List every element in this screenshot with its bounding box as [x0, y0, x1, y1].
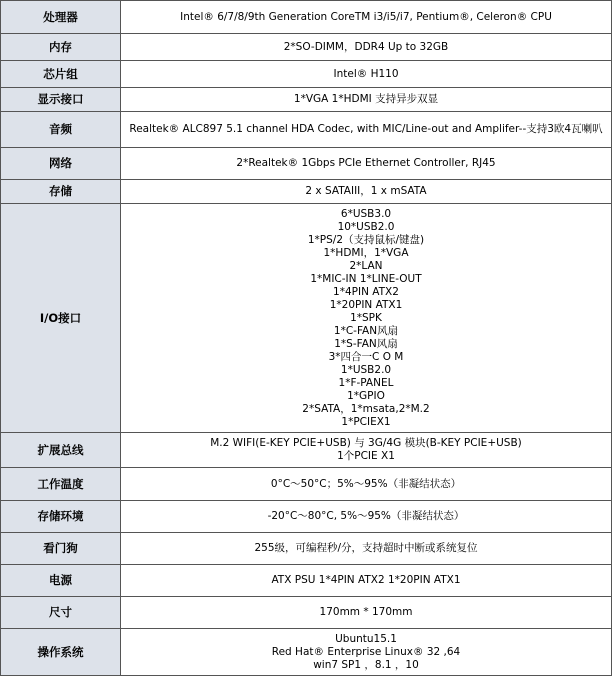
spec-value-line: 1*S-FAN风扇: [334, 337, 398, 350]
spec-value-line: 2*Realtek® 1Gbps PCIe Ethernet Controller, RJ45: [236, 157, 496, 169]
spec-row-audio: [1, 112, 612, 148]
spec-label-cpu: 处理器: [1, 1, 121, 34]
spec-value-storage-env: [121, 501, 612, 533]
spec-value-expansion: [121, 433, 612, 468]
spec-value-display: [121, 88, 612, 112]
spec-value-line: 2*SATA，1*msata,2*M.2: [302, 402, 430, 415]
spec-label-display: 显示接口: [1, 88, 121, 112]
spec-value-io: [121, 204, 612, 433]
spec-row-chipset: [1, 61, 612, 88]
spec-label-operating-temp: 工作温度: [1, 468, 121, 501]
spec-value-audio: [121, 112, 612, 148]
spec-value-line: 10*USB2.0: [337, 220, 395, 233]
spec-value-line: 6*USB3.0: [340, 207, 392, 220]
spec-value-line: 1*GPIO: [347, 389, 385, 402]
spec-value-line: 1*SPK: [350, 311, 382, 324]
spec-value-line: Realtek® ALC897 5.1 channel HDA Codec, with MIC/Line-out and Amplifer--支持3欧4瓦喇叭: [129, 123, 603, 135]
spec-value-line: 1*PS/2（支持鼠标/键盘): [307, 233, 425, 246]
spec-value-memory: [121, 34, 612, 61]
spec-row-operating-temp: [1, 468, 612, 501]
spec-label-size: 尺寸: [1, 597, 121, 629]
spec-row-expansion: [1, 433, 612, 468]
spec-value-line: 1*HDMI，1*VGA: [323, 246, 409, 259]
spec-value-line: 2*SO-DIMM，DDR4 Up to 32GB: [283, 40, 449, 53]
spec-value-line: Intel® 6/7/8/9th Generation CoreTM i3/i5/i7, Pentium®, Celeron® CPU: [180, 10, 552, 23]
spec-value-line: ATX PSU 1*4PIN ATX2 1*20PIN ATX1: [271, 574, 461, 586]
spec-value-line: 1个PCIE X1: [337, 450, 395, 462]
spec-value-line: win7 SP1 ，8.1 ，10: [313, 658, 419, 671]
spec-value-line: Intel® H110: [333, 67, 399, 80]
spec-value-line: Red Hat® Enterprise Linux® 32 ,64: [271, 645, 461, 658]
spec-value-line: 3*四合一C O M: [328, 350, 404, 363]
spec-value-operating-temp: [121, 468, 612, 501]
spec-value-line: 1*USB2.0: [340, 363, 392, 376]
spec-value-line: M.2 WIFI(E-KEY PCIE+USB) 与 3G/4G 模块(B-KEY PCIE+USB): [210, 437, 522, 449]
spec-value-os: [121, 629, 612, 676]
spec-row-io: [1, 204, 612, 433]
spec-label-storage-env: 存储环境: [1, 501, 121, 533]
spec-value-line: 1*MIC-IN 1*LINE-OUT: [310, 272, 422, 285]
spec-label-power: 电源: [1, 565, 121, 597]
spec-value-line: 1*C-FAN风扇: [333, 324, 399, 337]
spec-row-network: [1, 148, 612, 180]
spec-value-size: [121, 597, 612, 629]
spec-value-line: 2 x SATAIII，1 x mSATA: [305, 185, 427, 197]
spec-label-storage: 存储: [1, 180, 121, 204]
spec-value-chipset: [121, 61, 612, 88]
spec-row-storage-env: [1, 501, 612, 533]
spec-value-line: -20°C～80°C, 5%～95%（非凝结状态）: [267, 510, 465, 522]
spec-value-power: [121, 565, 612, 597]
spec-value-line: 1*20PIN ATX1: [329, 298, 403, 311]
spec-value-cpu: [121, 1, 612, 34]
spec-value-line: 2*LAN: [349, 259, 383, 272]
spec-value-watchdog: [121, 533, 612, 565]
spec-row-size: [1, 597, 612, 629]
spec-value-storage: [121, 180, 612, 204]
spec-label-expansion: 扩展总线: [1, 433, 121, 468]
spec-row-memory: [1, 34, 612, 61]
spec-label-os: 操作系统: [1, 629, 121, 676]
spec-row-cpu: [1, 1, 612, 34]
spec-row-display: [1, 88, 612, 112]
spec-label-chipset: 芯片组: [1, 61, 121, 88]
spec-value-line: 0°C～50°C；5%～95%（非凝结状态）: [270, 477, 462, 490]
spec-row-power: [1, 565, 612, 597]
spec-value-line: 170mm * 170mm: [319, 606, 413, 618]
spec-value-line: Ubuntu15.1: [335, 632, 397, 645]
spec-value-line: 1*4PIN ATX2: [333, 285, 399, 298]
spec-value-line: 255级，可编程秒/分，支持超时中断或系统复位: [254, 542, 478, 554]
spec-value-network: [121, 148, 612, 180]
spec-row-os: [1, 629, 612, 676]
spec-row-watchdog: [1, 533, 612, 565]
spec-label-io: I/O接口: [1, 204, 121, 433]
spec-value-line: 1*F-PANEL: [338, 376, 394, 389]
spec-row-storage: [1, 180, 612, 204]
spec-label-audio: 音频: [1, 112, 121, 148]
spec-label-memory: 内存: [1, 34, 121, 61]
spec-value-line: 1*VGA 1*HDMI 支持异步双显: [293, 93, 439, 105]
spec-label-network: 网络: [1, 148, 121, 180]
spec-value-line: 1*PCIEX1: [341, 415, 391, 428]
spec-label-watchdog: 看门狗: [1, 533, 121, 565]
